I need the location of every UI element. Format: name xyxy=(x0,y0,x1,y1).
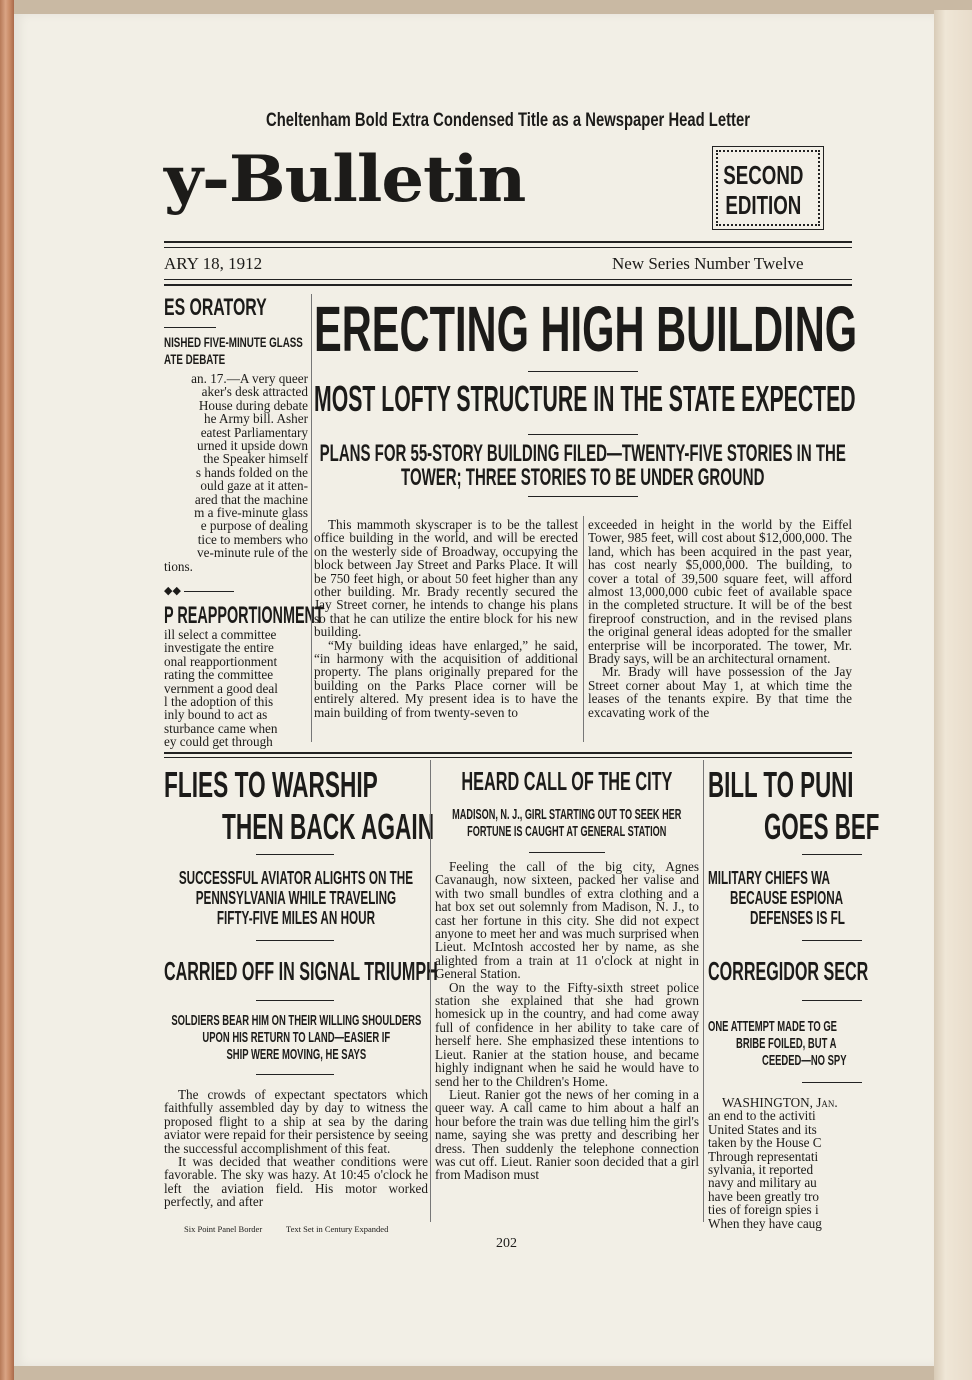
main-divider-3 xyxy=(528,496,638,497)
right-headline-2: GOES BEF xyxy=(764,806,880,847)
left-deck-1a: NISHED FIVE-MINUTE GLASS xyxy=(164,334,303,350)
right-divider-1 xyxy=(802,854,862,855)
warship-deck-1a: SUCCESSFUL AVIATOR ALIGHTS ON THE xyxy=(178,868,414,888)
right-deck-2a: ONE ATTEMPT MADE TO GE xyxy=(708,1018,837,1035)
section-rule-top xyxy=(164,752,852,754)
warship-story xyxy=(164,764,438,1232)
left-headline-1: ES ORATORY xyxy=(164,294,267,321)
ornament-divider: ◆◆ xyxy=(164,584,234,597)
warship-deck-1b: PENNSYLVANIA WHILE TRAVELING xyxy=(195,888,397,908)
city-deck-1: MADISON, N. J., GIRL STARTING OUT TO SEEK HER xyxy=(452,806,682,823)
section-rule-thin xyxy=(164,757,852,758)
left-column xyxy=(164,294,324,750)
left-text-1: an. 17.—A very queer aker's desk attracted House during debate he Army bill. Asher eatest Parliamentary urned it upside down the Speaker himself s hands folded on the ould gaze at it atten- ared that the machine m a five-minute glass e purpose of dealing tice to members who ve-minute rule of the tions. xyxy=(164,371,308,574)
warship-text: The crowds of expectant spectators which faithfully assembled day by day to witness the proposed flight to a ship at sea by the daring aviator were repaid for their persistence by seeing the successful accomplishment of this feat. It was decided that weather conditions were favorable. The sky was hazy. At 10:45 o'clock he left the aviation field. His motor worked perfectly, and after xyxy=(164,1087,428,1210)
main-column-2: exceeded in height in the world by the Eiffel Tower, 985 feet, will cost about $12,000,000. The land, which has been acquired in the past year, has cost nearly $5,000,000. The building, to cover a total of 39,500 square feet, will afford almost 13,000,000 cubic feet of available space in the completed structure. It will be of the best fireproof construction, and in the revised plans the original general ideas adopted for the smaller enterprise will be incorporated. The tower, Mr. Brady says, will be an architectural ornament. Mr. Brady will have possession of the Jay Street corner about May 1, at which time the leases of the tenants expire. By that time the excavating work of the xyxy=(588,517,852,720)
book-spine-edge xyxy=(0,0,14,1380)
city-story xyxy=(435,764,699,1224)
warship-deck-1c: FIFTY-FIVE MILES AN HOUR xyxy=(216,908,376,928)
next-page-edge xyxy=(934,10,972,1380)
main-headline: ERECTING HIGH BUILDING xyxy=(314,293,858,365)
warship-deck-2c: SHIP WERE MOVING, HE SAYS xyxy=(226,1046,367,1063)
left-deck-1b: ATE DEBATE xyxy=(164,351,226,367)
warship-divider-3 xyxy=(256,1000,334,1001)
main-deck-2b: TOWER; THREE STORIES TO BE UNDER GROUND xyxy=(401,464,765,491)
warship-deck-2a: SOLDIERS BEAR HIM ON THEIR WILLING SHOULDERS xyxy=(171,1012,422,1029)
right-divider-3 xyxy=(802,1000,862,1001)
warship-headline-1: FLIES TO WARSHIP xyxy=(164,764,378,805)
left-headline-2: P REAPPORTIONMENT xyxy=(164,602,324,629)
edition-line-1: SECOND xyxy=(723,160,804,190)
dateline-rule-thin xyxy=(164,279,852,280)
main-divider-2 xyxy=(528,434,638,435)
edition-box xyxy=(716,150,820,226)
right-headline-1: BILL TO PUNI xyxy=(708,764,854,805)
right-column xyxy=(708,764,880,1234)
page-number: 202 xyxy=(496,1236,517,1251)
right-text: WASHINGTON, Jan. an end to the activiti United States and its taken by the House C Through representati sylvania, it reported navy and military au have been greatly tro ties of foreign spies i When they have caug xyxy=(708,1095,838,1231)
edition-line-2: EDITION xyxy=(725,190,802,220)
footer-note-border: Six Point Panel Border xyxy=(184,1224,263,1234)
right-divider-4 xyxy=(802,1082,862,1083)
column-rule-2 xyxy=(430,760,431,1222)
right-headline-3: CORREGIDOR SECR xyxy=(708,956,869,986)
newspaper-page xyxy=(14,14,934,1366)
warship-headline-2: THEN BACK AGAIN xyxy=(222,806,435,847)
main-column-rule xyxy=(583,516,584,742)
warship-divider-4 xyxy=(256,1074,334,1075)
warship-divider-2 xyxy=(256,940,334,941)
left-text-2: ill select a committee investigate the entire onal reapportionment rating the committee vernment a good deal l the adoption of this inly bound to act as sturbance came when ey could get through xyxy=(164,627,278,750)
column-rule-left xyxy=(311,294,312,742)
footer-note-text: Text Set in Century Expanded xyxy=(286,1224,389,1234)
column-rule-3 xyxy=(703,760,704,1222)
main-column-1: This mammoth skyscraper is to be the tallest office building in the world, and will be erected on the westerly side of Broadway, occupying the block between Jay Street and Parks Place. It will be 750 feet high, or about 50 feet higher than any other building. Mr. Brady recently secured the Jay Street corner, he intends to change his plans so that he can utilize the entire block for his new building. “My building ideas have enlarged,” he said, “in harmony with the acquisition of additional property. The plans originally prepared for the building on the Parks Place corner will be entirely altered. My present idea is to have the main building of from twenty-seven to xyxy=(314,517,578,720)
city-headline: HEARD CALL OF THE CITY xyxy=(461,766,673,796)
warship-headline-3: CARRIED OFF IN SIGNAL TRIUMPH xyxy=(164,956,438,986)
right-deck-1a: MILITARY CHIEFS WA xyxy=(708,868,830,888)
city-divider xyxy=(529,852,605,853)
dateline-rule xyxy=(164,284,852,286)
main-deck-1: MOST LOFTY STRUCTURE IN THE STATE EXPECTED xyxy=(314,378,856,419)
page-caption: Cheltenham Bold Extra Condensed Title as a Newspaper Head Letter xyxy=(266,110,750,131)
right-deck-2b: BRIBE FOILED, BUT A xyxy=(736,1035,837,1052)
right-divider-2 xyxy=(802,940,862,941)
warship-deck-2b: UPON HIS RETURN TO LAND—EASIER IF xyxy=(202,1029,391,1046)
masthead-rule-top xyxy=(164,241,852,243)
right-deck-2c: CEEDED—NO SPY xyxy=(762,1052,847,1069)
right-deck-1c: DEFENSES IS FL xyxy=(750,908,845,928)
main-story xyxy=(314,292,858,742)
series-number: New Series Number Twelve xyxy=(612,254,804,273)
main-deck-2a: PLANS FOR 55-STORY BUILDING FILED—TWENTY-FIVE STORIES IN THE xyxy=(319,440,846,467)
left-divider-1 xyxy=(164,327,216,328)
main-divider-1 xyxy=(528,371,638,372)
city-text: Feeling the call of the big city, Agnes Cavanaugh, now sixteen, packed her valise and with two small bundles of extra clothing and a hat box set out solemnly from Madison, N. J., to cast her fortune in this city. She did not expect anyone to meet her and was much surprised when Lieut. McIntosh accosted her by name, as she alighted from a train at 11 o'clock at night in General Station. On the way to the Fifty-sixth street police station she explained that she had grown homesick up in the country, and had come away full of confidence in her ability to take care of herself here. She emphasized these intentions to Lieut. Ranier at the station house, and became highly indignant when he said he would have to send her to the Children's Home. Lieut. Ranier got the news of her coming in a queer way. A call came to him about a half an hour before the train was due telling him the girl's name, saying she was pretty and describing her dress. Then suddenly the telephone connection was cut off. Lieut. Ranier soon decided that a girl from Madison must xyxy=(435,859,699,1183)
masthead-title: y-Bulletin xyxy=(164,142,526,217)
city-deck-2: FORTUNE IS CAUGHT AT GENERAL STATION xyxy=(467,823,667,840)
warship-divider-1 xyxy=(256,854,334,855)
right-deck-1b: BECAUSE ESPIONA xyxy=(730,888,844,908)
issue-date: ARY 18, 1912 xyxy=(164,254,263,273)
masthead-rule-top-thin xyxy=(164,247,852,248)
